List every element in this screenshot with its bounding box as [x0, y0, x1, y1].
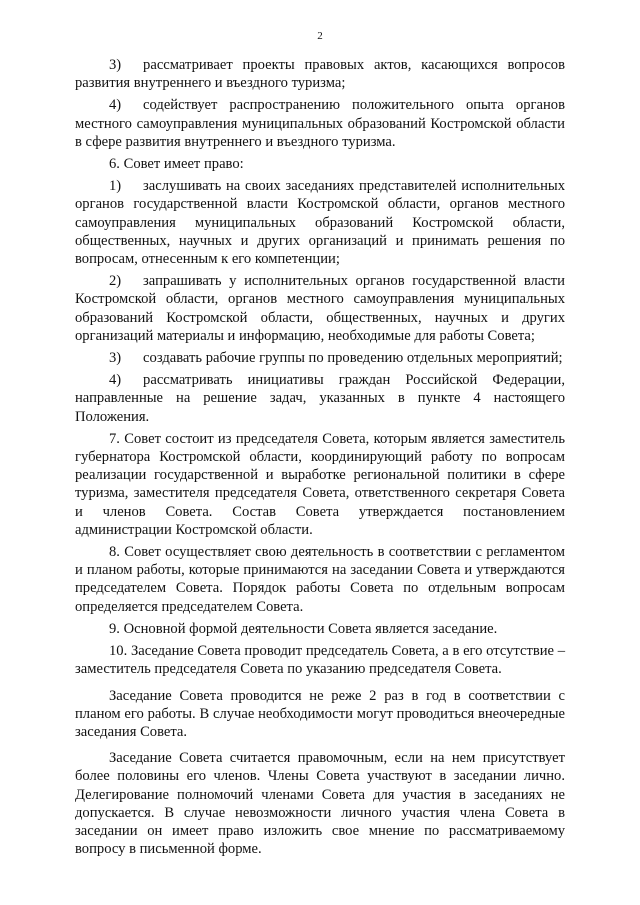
- paragraph-quorum: Заседание Совета считается правомочным, если на нем присутствует более половины его членов. Члены Совета участвуют в заседании лично. Делегирование полномочий членами Совета для участия в заседаниях не допускается. В случае невозможности личного участия члена Совета в заседании он имеет право изложить свое мнение по рассматриваемому вопросу в письменной форме.: [75, 750, 565, 858]
- paragraph-section-7: 7. Совет состоит из председателя Совета, которым является заместитель губернатора Костромской области, координирующий работу по вопросам реализации государственной и выработке региональной политики в сфере туризма, заместителя председателя Совета, ответственного секретаря Совета и членов Совета. Состав Совета утверждается постановлением администрации Костромской области.: [75, 430, 565, 538]
- paragraph-right-4: 4) рассматривать инициативы граждан Российской Федерации, направленные на решение задач, указанных в пункте 4 настоящего Положения.: [75, 372, 565, 425]
- paragraph-section-6: 6. Совет имеет право:: [109, 156, 244, 173]
- paragraph-right-1: 1) заслушивать на своих заседаниях представителей исполнительных органов государственной власти Костромской области, органов местного самоуправления муниципальных образований Костромской области, общественных, научных и других организаций и принимать решения по вопросам, отнесенным к его компетенции;: [75, 178, 565, 268]
- paragraph-section-10: 10. Заседание Совета проводит председатель Совета, а в его отсутствие – заместитель председателя Совета по указанию председателя Совета.: [75, 643, 565, 678]
- paragraph-right-2: 2) запрашивать у исполнительных органов государственной власти Костромской области, органов местного самоуправления муниципальных образований Костромской области, общественных, научных и других организаций материалы и информацию, необходимые для работы Совета;: [75, 273, 565, 344]
- paragraph-item-4: 4) содействует распространению положительного опыта органов местного самоуправления муниципальных образований Костромской области в сфере развития внутреннего и въездного туризма.: [75, 97, 565, 150]
- document-body: [75, 56, 565, 858]
- paragraph-item-3: 3) рассматривает проекты правовых актов, касающихся вопросов развития внутреннего и въездного туризма;: [75, 57, 565, 92]
- page-number: 2: [317, 30, 323, 42]
- paragraph-section-8: 8. Совет осуществляет свою деятельность в соответствии с регламентом и планом работы, которые принимаются на заседании Совета и утверждаются председателем Совета. Порядок работы Совета по отдельным вопросам определяется председателем Совета.: [75, 544, 565, 615]
- paragraph-section-9: 9. Основной формой деятельности Совета является заседание.: [109, 620, 498, 637]
- paragraph-right-3: 3) создавать рабочие группы по проведению отдельных мероприятий;: [109, 350, 563, 367]
- paragraph-meeting-frequency: Заседание Совета проводится не реже 2 раз в год в соответствии с планом его работы. В случае необходимости могут проводиться внеочередные заседания Совета.: [75, 687, 565, 740]
